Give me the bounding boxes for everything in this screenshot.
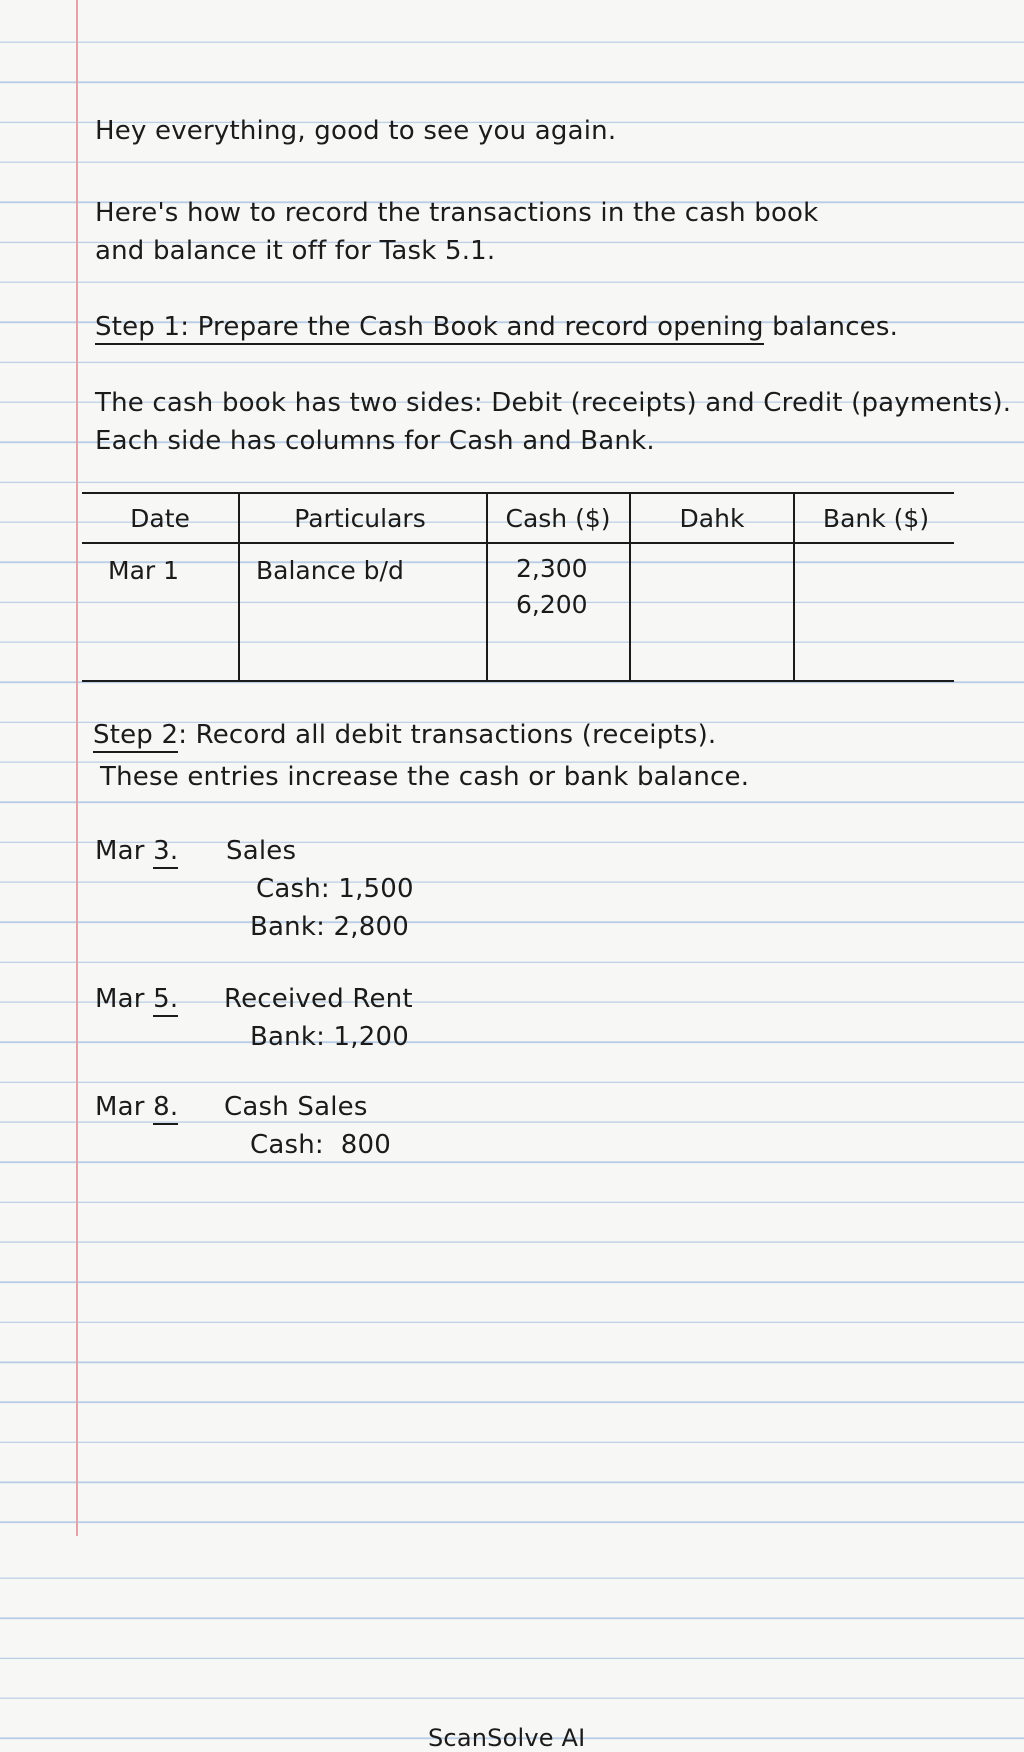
entry-line: Cash: 1,500 xyxy=(256,874,414,904)
entry-date-prefix: Mar xyxy=(95,836,154,866)
footer-brand: ScanSolve AI xyxy=(428,1724,586,1752)
header-bank: Bank ($) xyxy=(822,504,930,533)
entry-date-day: 8. xyxy=(153,1092,178,1125)
header-particulars: Particulars xyxy=(294,504,426,533)
entry-title: Cash Sales xyxy=(224,1092,368,1122)
entry-line: Bank: 2,800 xyxy=(250,912,409,942)
table-top-rule xyxy=(82,492,954,494)
step1-desc-line-1: The cash book has two sides: Debit (receipts) and Credit (payments). xyxy=(95,388,1012,418)
entry-title: Received Rent xyxy=(224,984,413,1014)
intro-line-2: and balance it off for Task 5.1. xyxy=(95,236,496,266)
table-col-divider xyxy=(238,492,240,682)
step2-heading-rest: : Record all debit transactions (receipts). xyxy=(178,720,717,750)
step1-heading-rest: balances. xyxy=(763,312,899,342)
entry-date-prefix: Mar xyxy=(95,984,154,1014)
header-dahk: Dahk xyxy=(679,504,745,533)
row-cash-1: 2,300 xyxy=(516,554,588,583)
step2-heading xyxy=(93,720,716,750)
entry-date-day: 5. xyxy=(153,984,178,1017)
greeting-text: Hey everything, good to see you again. xyxy=(95,116,617,146)
entry-date-prefix: Mar xyxy=(95,1092,154,1122)
step2-label: Step 2 xyxy=(93,720,178,753)
step2-desc: These entries increase the cash or bank balance. xyxy=(100,762,750,792)
row-particulars: Balance b/d xyxy=(256,556,404,585)
entry-title: Sales xyxy=(226,836,297,866)
header-date: Date xyxy=(130,504,190,533)
table-col-divider xyxy=(629,492,631,682)
table-col-divider xyxy=(793,492,795,682)
step1-desc-line-2: Each side has columns for Cash and Bank. xyxy=(95,426,655,456)
entry-date xyxy=(95,1092,178,1122)
entry-line: Cash: 800 xyxy=(250,1130,392,1160)
entry-date-day: 3. xyxy=(153,836,178,869)
entry-line: Bank: 1,200 xyxy=(250,1022,409,1052)
table-header-rule xyxy=(82,542,954,544)
step1-heading xyxy=(95,312,898,342)
margin-rule xyxy=(76,0,78,1536)
step1-heading-underlined: Step 1: Prepare the Cash Book and record opening xyxy=(95,312,764,345)
row-cash-2: 6,200 xyxy=(516,590,588,619)
intro-line-1: Here's how to record the transactions in the cash book xyxy=(95,198,819,228)
entry-date xyxy=(95,836,178,866)
cash-book-table xyxy=(82,492,954,682)
table-bottom-rule xyxy=(82,680,954,682)
row-date: Mar 1 xyxy=(108,556,180,585)
table-col-divider xyxy=(486,492,488,682)
entry-date xyxy=(95,984,178,1014)
header-cash: Cash ($) xyxy=(505,504,611,533)
